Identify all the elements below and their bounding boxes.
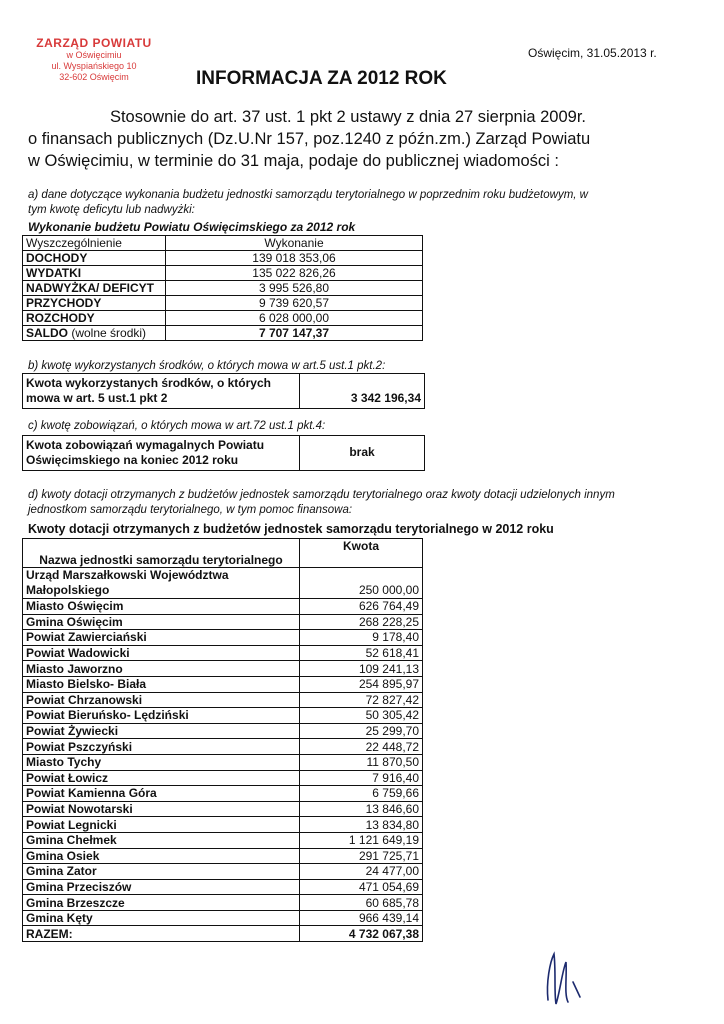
grant-amount: 13 834,80 [300, 817, 423, 833]
grant-unit-name: Gmina Chełmek [23, 832, 300, 848]
label-line: Kwota zobowiązań wymagalnych Powiatu [26, 438, 265, 452]
grant-amount: 52 618,41 [300, 645, 423, 661]
total-row [23, 926, 423, 942]
grant-unit-name: Powiat Kamienna Góra [23, 786, 300, 802]
document-date: Oświęcim, 31.05.2013 r. [528, 46, 657, 60]
row-value: brak [300, 436, 425, 471]
row-value: 135 022 826,26 [166, 266, 423, 281]
row-label: NADWYŻKA/ DEFICYT [23, 281, 166, 296]
grants-table [22, 538, 423, 942]
table-row [23, 910, 423, 926]
table-row [23, 864, 423, 880]
grant-unit-name: Miasto Tychy [23, 754, 300, 770]
table-row [23, 266, 423, 281]
table-row [23, 895, 423, 911]
section-d-desc-line: jednostkom samorządu terytorialnego, w tym pomoc finansowa: [28, 504, 353, 516]
table-header-row [23, 539, 423, 568]
grant-unit-name: Gmina Oświęcim [23, 614, 300, 630]
stamp-line: 32-602 Oświęcim [59, 72, 129, 82]
table-row [23, 630, 423, 646]
page-title: INFORMACJA ZA 2012 ROK [196, 68, 447, 89]
grant-unit-name: Miasto Jaworzno [23, 661, 300, 677]
table-row [23, 786, 423, 802]
table-row [23, 723, 423, 739]
section-a-description [28, 188, 688, 218]
grant-amount: 7 916,40 [300, 770, 423, 786]
grant-unit-name: Gmina Osiek [23, 848, 300, 864]
liabilities-table [22, 435, 425, 471]
row-value: 9 739 620,57 [166, 296, 423, 311]
grant-amount: 254 895,97 [300, 676, 423, 692]
grant-amount: 626 764,49 [300, 599, 423, 615]
grant-unit-name: Powiat Legnicki [23, 817, 300, 833]
table-row [23, 739, 423, 755]
stamp-line: ul. Wyspiańskiego 10 [51, 61, 137, 71]
total-label: RAZEM: [23, 926, 300, 942]
row-label: ROZCHODY [23, 311, 166, 326]
grant-amount: 1 121 649,19 [300, 832, 423, 848]
grant-unit-name: Powiat Pszczyński [23, 739, 300, 755]
table-row [23, 661, 423, 677]
grant-unit-name: Powiat Bieruńsko- Lędziński [23, 708, 300, 724]
grant-unit-name: Miasto Oświęcim [23, 599, 300, 615]
table-row [23, 436, 425, 471]
grant-unit-name: Gmina Brzeszcze [23, 895, 300, 911]
intro-line: w Oświęcimiu, w terminie do 31 maja, podaje do publicznej wiadomości : [28, 152, 559, 170]
grant-amount: 109 241,13 [300, 661, 423, 677]
used-funds-table [22, 373, 425, 409]
table-row [23, 832, 423, 848]
grant-unit-name: Miasto Bielsko- Biała [23, 676, 300, 692]
grant-amount: 25 299,70 [300, 723, 423, 739]
budget-table [22, 235, 423, 341]
office-stamp [28, 36, 160, 83]
section-c-description: c) kwotę zobowiązań, o których mowa w art.72 ust.1 pkt.4: [28, 420, 326, 432]
grant-amount: 250 000,00 [300, 568, 423, 599]
header-cell: Wykonanie [166, 236, 423, 251]
table-row [23, 770, 423, 786]
section-d-subtitle: Kwoty dotacji otrzymanych z budżetów jednostek samorządu terytorialnego w 2012 roku [28, 522, 554, 536]
table-row [23, 251, 423, 266]
table-row [23, 645, 423, 661]
signature-mark [540, 942, 590, 1012]
row-value: 3 342 196,34 [300, 374, 425, 409]
row-label [23, 326, 166, 341]
row-value: 139 018 353,06 [166, 251, 423, 266]
label-line: mowa w art. 5 ust.1 pkt 2 [26, 391, 168, 405]
grant-amount: 22 448,72 [300, 739, 423, 755]
grant-unit-name: Powiat Zawierciański [23, 630, 300, 646]
grant-unit-name: Powiat Żywiecki [23, 723, 300, 739]
grant-amount: 291 725,71 [300, 848, 423, 864]
grant-amount: 6 759,66 [300, 786, 423, 802]
section-a-desc-line: a) dane dotyczące wykonania budżetu jednostki samorządu terytorialnego w poprzednim roku budżetowym, w [28, 189, 588, 201]
grant-unit-name: Urząd Marszałkowski Województwa Małopolskiego [23, 568, 300, 599]
table-row [23, 879, 423, 895]
stamp-line: w Oświęcimiu [66, 50, 122, 60]
table-row [23, 817, 423, 833]
intro-paragraph [28, 106, 668, 172]
grant-unit-name: Powiat Łowicz [23, 770, 300, 786]
row-label: WYDATKI [23, 266, 166, 281]
grant-amount: 72 827,42 [300, 692, 423, 708]
grant-amount: 268 228,25 [300, 614, 423, 630]
section-d-description [28, 488, 698, 518]
row-label [23, 436, 300, 471]
section-d-desc-line: d) kwoty dotacji otrzymanych z budżetów jednostek samorządu terytorialnego oraz kwoty dotacji udzielonych innym [28, 489, 615, 501]
grant-amount: 60 685,78 [300, 895, 423, 911]
row-label: PRZYCHODY [23, 296, 166, 311]
table-row [23, 676, 423, 692]
table-row [23, 326, 423, 341]
table-row [23, 692, 423, 708]
stamp-org: ZARZĄD POWIATU [36, 36, 152, 50]
row-label: DOCHODY [23, 251, 166, 266]
table-row [23, 801, 423, 817]
saldo-label: SALDO [26, 326, 68, 340]
label-line: Oświęcimskiego na koniec 2012 roku [26, 453, 239, 467]
grant-amount: 11 870,50 [300, 754, 423, 770]
row-value: 7 707 147,37 [166, 326, 423, 341]
table-header-row [23, 236, 423, 251]
intro-line: Stosownie do art. 37 ust. 1 pkt 2 ustawy z dnia 27 sierpnia 2009r. [109, 108, 587, 126]
table-row [23, 311, 423, 326]
table-row [23, 374, 425, 409]
table-row [23, 296, 423, 311]
header-cell: Nazwa jednostki samorządu terytorialnego [23, 539, 300, 568]
grant-amount: 471 054,69 [300, 879, 423, 895]
total-amount: 4 732 067,38 [300, 926, 423, 942]
saldo-label-suffix: (wolne środki) [71, 326, 147, 340]
grant-unit-name: Powiat Wadowicki [23, 645, 300, 661]
header-cell: Wyszczególnienie [23, 236, 166, 251]
section-b-description: b) kwotę wykorzystanych środków, o których mowa w art.5 ust.1 pkt.2: [28, 360, 386, 372]
grant-unit-name: Gmina Zator [23, 864, 300, 880]
table-row [23, 568, 423, 599]
grant-unit-name: Gmina Kęty [23, 910, 300, 926]
grant-unit-name: Powiat Nowotarski [23, 801, 300, 817]
section-a-subtitle: Wykonanie budżetu Powiatu Oświęcimskiego za 2012 rok [28, 220, 356, 234]
table-row [23, 754, 423, 770]
grant-amount: 13 846,60 [300, 801, 423, 817]
section-a-desc-line: tym kwotę deficytu lub nadwyżki: [28, 204, 195, 216]
table-row [23, 281, 423, 296]
grant-unit-name: Gmina Przeciszów [23, 879, 300, 895]
grant-amount: 9 178,40 [300, 630, 423, 646]
header-cell: Kwota [300, 539, 423, 568]
grant-unit-name: Powiat Chrzanowski [23, 692, 300, 708]
row-value: 3 995 526,80 [166, 281, 423, 296]
table-row [23, 848, 423, 864]
intro-line: o finansach publicznych (Dz.U.Nr 157, poz.1240 z późn.zm.) Zarząd Powiatu [28, 130, 591, 148]
table-row [23, 599, 423, 615]
table-row [23, 708, 423, 724]
table-row [23, 614, 423, 630]
row-label [23, 374, 300, 409]
grant-amount: 50 305,42 [300, 708, 423, 724]
row-value: 6 028 000,00 [166, 311, 423, 326]
grant-amount: 966 439,14 [300, 910, 423, 926]
grant-amount: 24 477,00 [300, 864, 423, 880]
label-line: Kwota wykorzystanych środków, o których [26, 376, 271, 390]
